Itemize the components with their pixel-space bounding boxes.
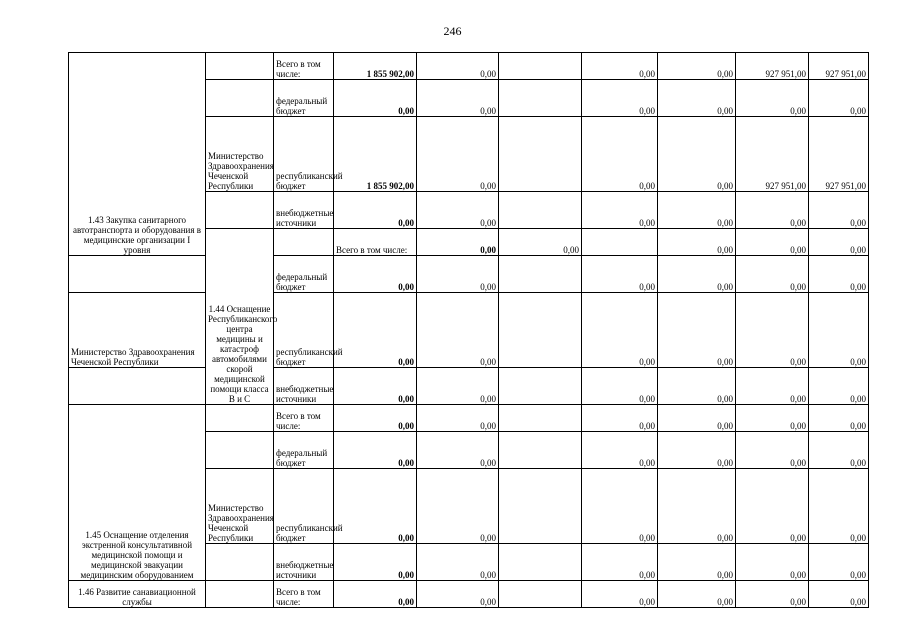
page-number: 246 bbox=[443, 24, 462, 38]
value-cell: 0,00 bbox=[658, 117, 736, 192]
org-cell bbox=[206, 53, 274, 80]
value-cell: 0,00 bbox=[736, 80, 809, 117]
value-cell: 0,00 bbox=[809, 293, 869, 368]
value-cell: 0,00 bbox=[417, 53, 499, 80]
table-row bbox=[69, 293, 869, 368]
org-cell bbox=[206, 80, 274, 117]
value-cell: 0,00 bbox=[658, 544, 736, 581]
value-cell: 0,00 bbox=[417, 405, 499, 432]
value-cell: 0,00 bbox=[417, 256, 499, 293]
value-cell bbox=[499, 117, 582, 192]
value-cell bbox=[499, 80, 582, 117]
value-cell bbox=[499, 256, 582, 293]
source-label: внебюджетные источники bbox=[274, 368, 334, 405]
source-label: федеральный бюджет bbox=[274, 80, 334, 117]
table-row bbox=[69, 581, 869, 608]
org-cell bbox=[206, 432, 274, 469]
measure-name: 1.44 Оснащение Республиканского центра медицины и катастроф автомобилями скорой медицинской помощи класса В и С bbox=[206, 229, 274, 405]
value-cell: 0,00 bbox=[582, 192, 658, 229]
value-cell: 0,00 bbox=[809, 80, 869, 117]
org-cell bbox=[206, 405, 274, 432]
source-label: внебюджетные источники bbox=[274, 192, 334, 229]
value-cell: 0,00 bbox=[658, 80, 736, 117]
org-name: Министерство Здравоохранения Чеченской Республики bbox=[69, 293, 206, 368]
value-cell: 0,00 bbox=[417, 432, 499, 469]
value-cell: 0,00 bbox=[582, 581, 658, 608]
source-label: Всего в том числе: bbox=[274, 405, 334, 432]
org-cell bbox=[274, 229, 334, 256]
value-cell: 0,00 bbox=[334, 581, 417, 608]
value-cell: 927 951,00 bbox=[736, 117, 809, 192]
source-label: федеральный бюджет bbox=[274, 432, 334, 469]
value-cell: 0,00 bbox=[658, 53, 736, 80]
value-cell: 0,00 bbox=[334, 432, 417, 469]
source-label: Всего в том числе: bbox=[274, 53, 334, 80]
value-cell: 0,00 bbox=[736, 469, 809, 544]
value-cell bbox=[499, 432, 582, 469]
value-cell: 0,00 bbox=[809, 368, 869, 405]
value-cell: 0,00 bbox=[582, 256, 658, 293]
value-cell: 0,00 bbox=[736, 368, 809, 405]
measure-name: 1.43 Закупка санитарного автотранспорта и оборудования в медицинские организации I уровня bbox=[69, 53, 206, 256]
value-cell: 0,00 bbox=[582, 469, 658, 544]
value-cell bbox=[499, 469, 582, 544]
source-label: республиканский бюджет bbox=[274, 293, 334, 368]
value-cell: 0,00 bbox=[658, 368, 736, 405]
value-cell: 1 855 902,00 bbox=[334, 53, 417, 80]
org-cell bbox=[69, 368, 206, 405]
value-cell: 0,00 bbox=[417, 368, 499, 405]
source-label: Всего в том числе: bbox=[274, 581, 334, 608]
source-label: внебюджетные источники bbox=[274, 544, 334, 581]
value-cell: 0,00 bbox=[417, 469, 499, 544]
source-label: республиканский бюджет bbox=[274, 469, 334, 544]
value-cell: 0,00 bbox=[658, 581, 736, 608]
value-cell: 0,00 bbox=[809, 581, 869, 608]
value-cell: 0,00 bbox=[582, 53, 658, 80]
value-cell bbox=[499, 293, 582, 368]
value-cell: 0,00 bbox=[582, 80, 658, 117]
value-cell: 0,00 bbox=[582, 432, 658, 469]
value-cell: 0,00 bbox=[809, 229, 869, 256]
value-cell: 0,00 bbox=[334, 544, 417, 581]
org-cell bbox=[206, 581, 274, 608]
value-cell: 0,00 bbox=[736, 192, 809, 229]
value-cell bbox=[499, 581, 582, 608]
value-cell: 0,00 bbox=[736, 256, 809, 293]
value-cell: 927 951,00 bbox=[809, 53, 869, 80]
value-cell: 0,00 bbox=[334, 293, 417, 368]
value-cell: 0,00 bbox=[658, 432, 736, 469]
value-cell: 0,00 bbox=[658, 469, 736, 544]
budget-table bbox=[68, 52, 869, 608]
value-cell: 0,00 bbox=[809, 192, 869, 229]
source-label: республиканский бюджет bbox=[274, 117, 334, 192]
value-cell: 0,00 bbox=[499, 229, 582, 256]
value-cell: 0,00 bbox=[582, 405, 658, 432]
value-cell: 0,00 bbox=[736, 432, 809, 469]
value-cell bbox=[499, 53, 582, 80]
org-cell bbox=[206, 544, 274, 581]
value-cell bbox=[499, 405, 582, 432]
value-cell: 0,00 bbox=[334, 469, 417, 544]
value-cell: 0,00 bbox=[736, 229, 809, 256]
org-cell bbox=[206, 192, 274, 229]
value-cell: 0,00 bbox=[417, 80, 499, 117]
value-cell: 1 855 902,00 bbox=[334, 117, 417, 192]
org-cell bbox=[69, 256, 206, 293]
value-cell: 0,00 bbox=[658, 192, 736, 229]
value-cell: 0,00 bbox=[809, 405, 869, 432]
value-cell: 0,00 bbox=[582, 368, 658, 405]
value-cell: 927 951,00 bbox=[736, 53, 809, 80]
value-cell: 0,00 bbox=[736, 405, 809, 432]
org-name: Министерство Здравоохранения Чеченской Республики bbox=[206, 469, 274, 544]
value-cell bbox=[499, 368, 582, 405]
value-cell: 0,00 bbox=[582, 117, 658, 192]
value-cell: 0,00 bbox=[809, 432, 869, 469]
table-row bbox=[69, 368, 869, 405]
source-label: Всего в том числе: bbox=[334, 229, 417, 256]
value-cell: 0,00 bbox=[582, 293, 658, 368]
value-cell: 0,00 bbox=[809, 469, 869, 544]
table-row bbox=[69, 256, 869, 293]
org-name: Министерство Здравоохранения Чеченской Республики bbox=[206, 117, 274, 192]
value-cell: 0,00 bbox=[736, 293, 809, 368]
value-cell: 0,00 bbox=[417, 229, 499, 256]
value-cell: 0,00 bbox=[334, 256, 417, 293]
value-cell: 0,00 bbox=[582, 544, 658, 581]
value-cell: 0,00 bbox=[334, 192, 417, 229]
value-cell bbox=[582, 229, 658, 256]
table-row bbox=[69, 405, 869, 432]
value-cell: 0,00 bbox=[809, 256, 869, 293]
value-cell: 927 951,00 bbox=[809, 117, 869, 192]
value-cell: 0,00 bbox=[334, 368, 417, 405]
value-cell: 0,00 bbox=[658, 405, 736, 432]
value-cell: 0,00 bbox=[658, 293, 736, 368]
value-cell: 0,00 bbox=[658, 229, 736, 256]
value-cell: 0,00 bbox=[658, 256, 736, 293]
value-cell: 0,00 bbox=[417, 581, 499, 608]
value-cell: 0,00 bbox=[334, 405, 417, 432]
value-cell: 0,00 bbox=[417, 192, 499, 229]
measure-name: 1.45 Оснащение отделения экстренной консультативной медицинской помощи и медицинской эвакуации медицинским оборудованием bbox=[69, 405, 206, 581]
source-label: федеральный бюджет bbox=[274, 256, 334, 293]
value-cell: 0,00 bbox=[417, 544, 499, 581]
value-cell bbox=[499, 544, 582, 581]
value-cell: 0,00 bbox=[736, 581, 809, 608]
value-cell: 0,00 bbox=[417, 293, 499, 368]
value-cell bbox=[499, 192, 582, 229]
table-row bbox=[69, 53, 869, 80]
measure-name: 1.46 Развитие санавиационной службы bbox=[69, 581, 206, 608]
value-cell: 0,00 bbox=[334, 80, 417, 117]
value-cell: 0,00 bbox=[736, 544, 809, 581]
value-cell: 0,00 bbox=[809, 544, 869, 581]
value-cell: 0,00 bbox=[417, 117, 499, 192]
